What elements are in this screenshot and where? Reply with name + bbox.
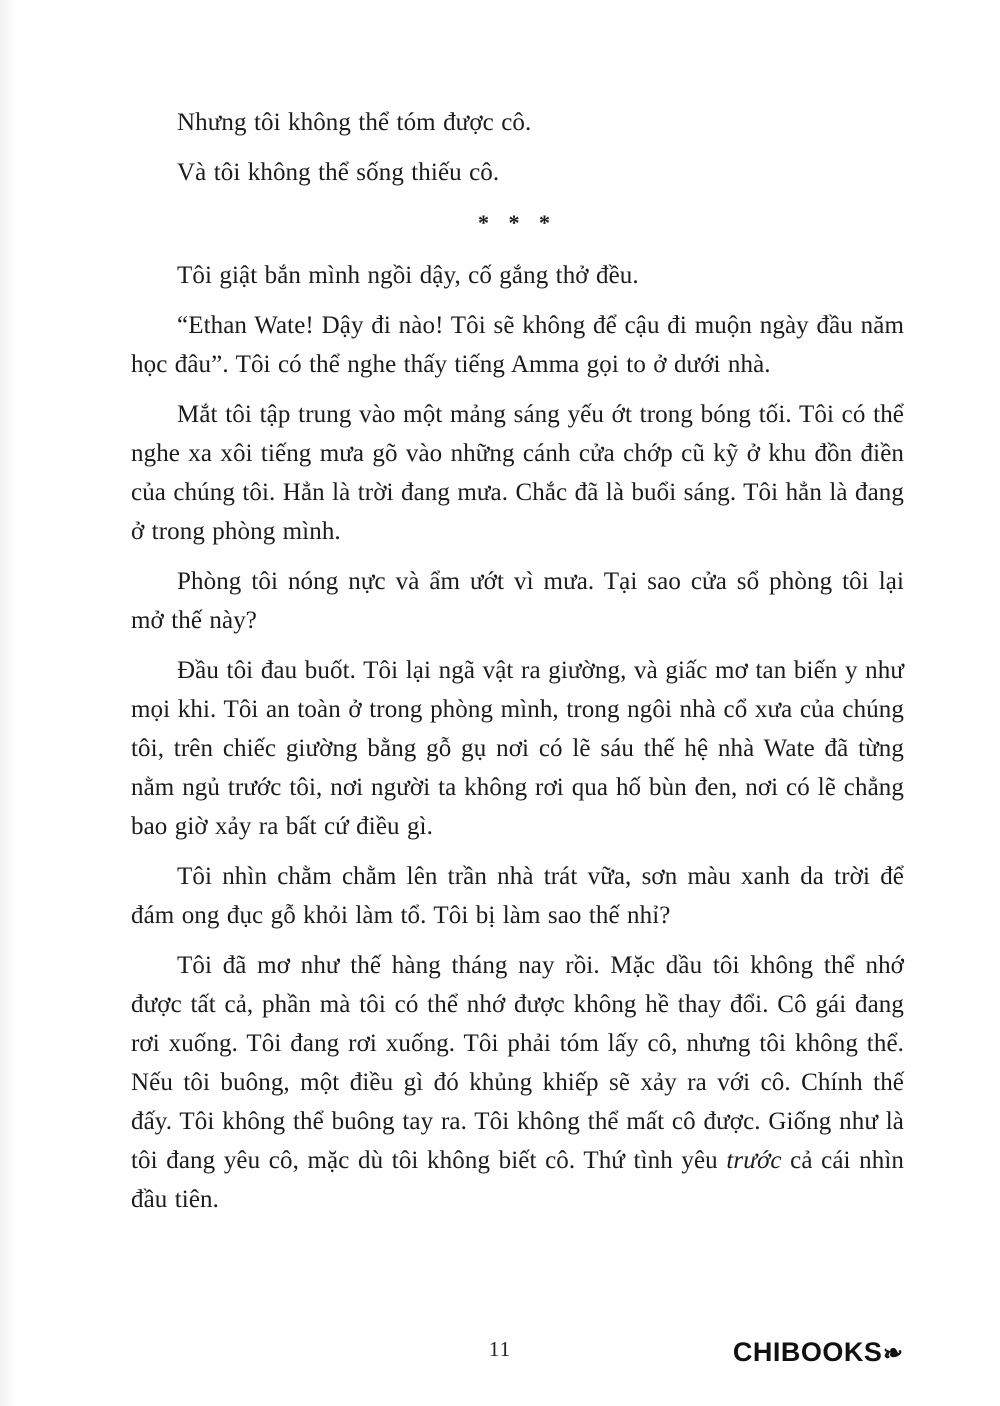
final-paragraph-text: Tôi đã mơ như thế hàng tháng nay rồi. Mặc dầu tôi không thể nhớ được tất cả, phần mà tôi có thể nhớ được không hề thay đổi. Cô gái đang rơi xuống. Tôi đang rơi xuống. Tôi phải tóm lấy cô, nhưng tôi không thể. Nếu tôi buông, một điều gì đó khủng khiếp sẽ xảy ra với cô. Chính thế đấy. Tôi không thể buông tay ra. Tôi không thể mất cô được. Giống như là tôi đang yêu cô, mặc dù tôi không biết cô. Thứ tình yêu: [131, 952, 904, 1174]
paragraph: Tôi giật bắn mình ngồi dậy, cố gắng thở đều.: [177, 262, 639, 289]
paragraph: “Ethan Wate! Dậy đi nào! Tôi sẽ không để cậu đi muộn ngày đầu năm học đâu”. Tôi có thể nghe thấy tiếng Amma gọi to ở dưới nhà.: [131, 312, 904, 378]
paragraph: Nhưng tôi không thể tóm được cô.: [177, 109, 532, 136]
paragraph: Và tôi không thể sống thiếu cô.: [177, 159, 500, 186]
final-paragraph-text: cả cái nhìn đầu tiên.: [131, 1147, 904, 1213]
chibooks-logo-icon: ❧: [880, 1338, 907, 1369]
section-separator: * * *: [478, 210, 557, 235]
page-number: 11: [488, 1337, 512, 1361]
paragraph: Mắt tôi tập trung vào một mảng sáng yếu ớt trong bóng tối. Tôi có thể nghe xa xôi tiếng mưa gõ vào những cánh cửa chớp cũ kỹ ở khu đồn điền của chúng tôi. Hẳn là trời đang mưa. Chắc đã là buổi sáng. Tôi hẳn là đang ở trong phòng mình.: [131, 401, 904, 545]
publisher-logo: [732, 1337, 907, 1369]
paragraph: Tôi nhìn chằm chằm lên trần nhà trát vữa, sơn màu xanh da trời để đám ong đục gỗ khỏi làm tổ. Tôi bị làm sao thế nhỉ?: [131, 863, 904, 929]
paragraph: Phòng tôi nóng nực và ẩm ướt vì mưa. Tại sao cửa sổ phòng tôi lại mở thế này?: [131, 568, 904, 634]
publisher-name: CHIBOOKS: [732, 1337, 883, 1367]
text-block: [131, 103, 904, 1230]
paragraph: Đầu tôi đau buốt. Tôi lại ngã vật ra giường, và giấc mơ tan biến y như mọi khi. Tôi an toàn ở trong phòng mình, trong ngôi nhà cổ xưa của chúng tôi, trên chiếc giường bằng gỗ gụ nơi có lẽ sáu thế hệ nhà Wate đã từng nằm ngủ trước tôi, nơi người ta không rơi qua hố bùn đen, nơi có lẽ chẳng bao giờ xảy ra bất cứ điều gì.: [131, 657, 904, 840]
paragraph-final: [131, 946, 904, 1219]
final-paragraph-italic-word: trước: [726, 1147, 782, 1174]
